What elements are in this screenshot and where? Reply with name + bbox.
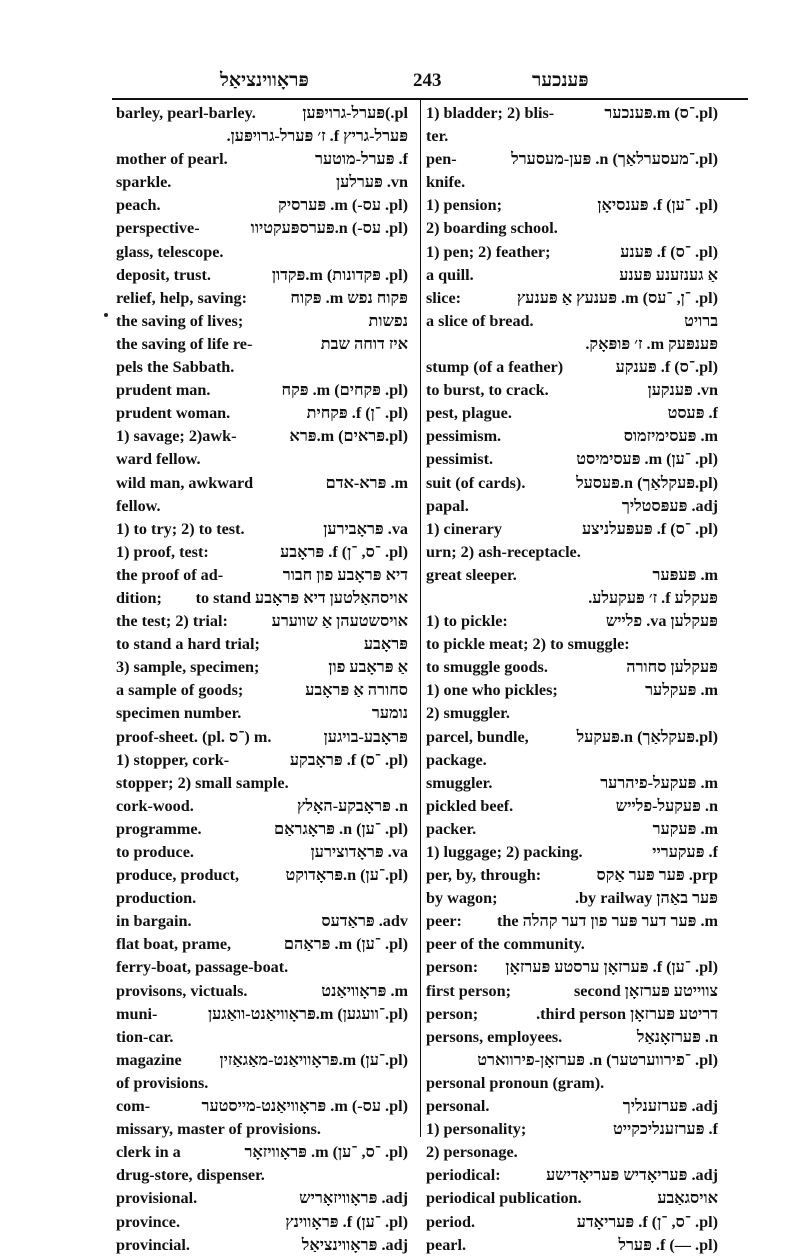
dictionary-line [426, 795, 718, 818]
english-gloss: specimen number. [116, 704, 242, 723]
dictionary-line [116, 1118, 408, 1141]
yiddish-headword: (pl. פּקחים) m. פּקח [281, 381, 408, 400]
dictionary-line [426, 379, 718, 402]
english-gloss: drug-store, dispenser. [116, 1166, 265, 1185]
dictionary-line [116, 1095, 408, 1118]
yiddish-headword: n. פּראָבקע-האָלץ [297, 796, 408, 815]
yiddish-headword: adj. פּעריאָדיש פּעריאָדישע [546, 1166, 718, 1185]
dictionary-line [426, 610, 718, 633]
yiddish-headword: (pl.־ס) f. פּענקע [615, 358, 718, 377]
yiddish-headword: פּעקלען va. פלייש [605, 612, 718, 631]
english-gloss: the proof of ad- [116, 565, 224, 584]
dictionary-line [426, 702, 718, 725]
yiddish-headword: (pl. ־ען) f. פּראָווינץ [285, 1212, 408, 1231]
dictionary-line [426, 425, 718, 448]
yiddish-headword: סחורה אַ פּראָבע [305, 681, 408, 700]
yiddish-headword: (pl. ־ס, ־ען) m. פּראָוויזאָר [244, 1143, 408, 1162]
yiddish-headword: דיא פּראָבע פון חבור [282, 565, 408, 584]
dictionary-line [426, 448, 718, 471]
yiddish-headword: פּראָבע [363, 635, 408, 654]
dictionary-line [116, 1049, 408, 1072]
dictionary-line [426, 495, 718, 518]
dictionary-line [426, 1211, 718, 1234]
yiddish-headword: m. פּער דער פּער פון דער קהלה the [497, 912, 718, 931]
english-gloss: a slice of bread. [426, 311, 534, 330]
yiddish-headword: (pl. ־ען) f. פּערזאָן ערסטע פּערזאָן [505, 958, 718, 977]
dictionary-line [426, 125, 718, 148]
yiddish-headword: f. פּערל-מוטער [315, 150, 408, 169]
yiddish-headword: n. פּערזאָנאַל [636, 1027, 718, 1046]
english-gloss: 1) savage; 2)awk- [116, 427, 237, 446]
english-gloss: to burst, to crack. [426, 381, 549, 400]
yiddish-headword: va. פּראָדוצירען [310, 843, 408, 861]
dictionary-line [116, 402, 408, 425]
english-gloss: 1) stopper, cork- [116, 750, 230, 769]
english-gloss: deposit, trust. [116, 265, 211, 284]
english-gloss: 3) sample, specimen; [116, 658, 260, 677]
dictionary-line [116, 472, 408, 495]
english-gloss: barley, pearl-barley. [116, 104, 256, 122]
yiddish-headword: אויסגאַבע [657, 1189, 718, 1208]
dictionary-line [426, 1049, 718, 1072]
yiddish-headword: (pl. פּקדונות) m.פּקדון [271, 265, 408, 284]
english-gloss: a quill. [426, 265, 474, 284]
yiddish-headword: m. פּעסימיזמוס [623, 427, 718, 446]
english-gloss: pessimist. [426, 450, 494, 469]
yiddish-headword: צווייטע פּערזאָן second [573, 981, 718, 1000]
english-gloss: mother of pearl. [116, 150, 228, 169]
dictionary-line [426, 726, 718, 749]
dictionary-line [116, 841, 408, 864]
yiddish-headword: (pl.פּראים) m.פּרא [289, 427, 408, 446]
dictionary-line [426, 1003, 718, 1026]
english-gloss: per, by, through: [426, 866, 542, 885]
dictionary-line [426, 1095, 718, 1118]
dictionary-line [426, 1072, 718, 1095]
english-gloss: the saving of life re- [116, 334, 253, 353]
dictionary-line [426, 472, 718, 495]
left-column [116, 102, 408, 1257]
english-gloss: clerk in a [116, 1143, 181, 1162]
dictionary-line [426, 587, 718, 610]
yiddish-headword: (pl. עס-) n.פּערספּעקטיוו [250, 219, 408, 238]
dictionary-line [116, 679, 408, 702]
yiddish-headword: (pl.פּעקלאַך) n.פּעקעל [576, 727, 718, 746]
dictionary-line [426, 241, 718, 264]
dictionary-line [116, 864, 408, 887]
yiddish-headword: pl.)פּערל-גרויפּען [302, 104, 408, 122]
dictionary-line [426, 980, 718, 1003]
dictionary-line [116, 541, 408, 564]
yiddish-headword: (pl.־וועגען) m.פּראָוויאַנט-וואַגען [207, 1004, 408, 1023]
dictionary-line [426, 356, 718, 379]
english-gloss: parcel, bundle, [426, 727, 529, 746]
english-gloss: wild man, awkward [116, 473, 254, 492]
english-gloss: production. [116, 889, 197, 908]
dictionary-line [116, 264, 408, 287]
english-gloss: pest, plague. [426, 404, 512, 423]
dictionary-line [426, 910, 718, 933]
english-gloss: com- [116, 1097, 151, 1116]
english-gloss: ward fellow. [116, 450, 201, 469]
dictionary-line [116, 1003, 408, 1026]
dictionary-line [116, 356, 408, 379]
yiddish-headword: (pl.פּעקלאַך) n.פּעסעל [576, 473, 718, 492]
right-running-head: פּענכער [532, 70, 589, 91]
english-gloss: 1) pen; 2) feather; [426, 242, 551, 261]
header-rule [112, 98, 748, 100]
english-gloss: peer of the community. [426, 935, 585, 954]
dictionary-line [116, 1164, 408, 1187]
english-gloss: packer. [426, 819, 477, 838]
english-gloss: person: [426, 958, 479, 977]
dictionary-line [116, 610, 408, 633]
english-gloss: pearl. [426, 1235, 467, 1254]
english-gloss: urn; 2) ash-receptacle. [426, 542, 581, 561]
dictionary-line [426, 1187, 718, 1210]
english-gloss: 1) pension; [426, 196, 503, 215]
english-gloss: dition; [116, 588, 162, 607]
dictionary-line [426, 287, 718, 310]
english-gloss: stump (of a feather) [426, 358, 564, 377]
dictionary-line [426, 1234, 718, 1257]
english-gloss: 1) luggage; 2) packing. [426, 843, 583, 861]
yiddish-headword: (pl. ־ען) m. פּעסימיסט [576, 450, 718, 469]
yiddish-headword: (pl. ־ס) f. פּעפּעלניצע [582, 519, 718, 538]
english-gloss: 1) to try; 2) to test. [116, 519, 245, 538]
dictionary-line [426, 956, 718, 979]
yiddish-headword: (pl. ־ס, ־ן) f. פּראָבע [280, 542, 408, 561]
yiddish-headword: פּראָבע-בויגען [323, 727, 408, 746]
dictionary-line [426, 564, 718, 587]
english-gloss: magazine [116, 1050, 182, 1069]
right-column [426, 102, 718, 1257]
english-gloss: 1) cinerary [426, 519, 502, 538]
yiddish-headword: אויסהאַלטען דיא פּראָבע to stand [195, 588, 408, 607]
yiddish-headword: (pl.־ען) m.פּראָוויאַנט-מאַגאַזין [219, 1050, 408, 1069]
yiddish-headword: (pl. ־פירווערטער) n. פּערזאָן-פירווארט [477, 1050, 718, 1069]
english-gloss: to produce. [116, 843, 194, 861]
dictionary-line [426, 1026, 718, 1049]
dictionary-line [426, 679, 718, 702]
yiddish-headword: (pl.־ען) n.פּראָדוקט [285, 866, 408, 885]
dictionary-line [116, 956, 408, 979]
left-running-head: פּראָווינציאַל [220, 70, 309, 91]
english-gloss: persons, employees. [426, 1027, 563, 1046]
yiddish-headword: (pl. עס-) m. פּראָוויאַנט-מייסטער [201, 1097, 408, 1116]
dictionary-line [116, 933, 408, 956]
english-gloss: in bargain. [116, 912, 192, 931]
dictionary-line [116, 726, 408, 749]
yiddish-headword: פּקוח נפש m. פּקוח [290, 288, 408, 307]
english-gloss: suit (of cards). [426, 473, 526, 492]
yiddish-headword: ברויט [684, 311, 718, 330]
english-gloss: person; [426, 1004, 479, 1023]
yiddish-headword: (pl.־ס) m.פּענכער [604, 104, 718, 122]
dictionary-line [116, 333, 408, 356]
dictionary-line [116, 425, 408, 448]
yiddish-headword: פּעקלען סחורה [626, 658, 718, 677]
dictionary-line [426, 310, 718, 333]
yiddish-headword: אַ פּראָבע פון [328, 658, 408, 677]
yiddish-headword: (pl. ־ען) m. פּראַהם [283, 935, 408, 954]
yiddish-headword: איז דוחה שבת [320, 334, 408, 353]
yiddish-headword: f. פּעסט [667, 404, 718, 423]
yiddish-headword: (pl. ־ס, ־ן) f. פּעריאָדע [576, 1212, 718, 1231]
english-gloss: cork-wood. [116, 796, 194, 815]
english-gloss: 1) personality; [426, 1120, 527, 1139]
english-gloss: proof-sheet. (pl. ־ס) m. [116, 727, 272, 746]
dictionary-line [116, 633, 408, 656]
dictionary-line [116, 702, 408, 725]
english-gloss: glass, telescope. [116, 242, 224, 261]
english-gloss: relief, help, saving: [116, 288, 247, 307]
dictionary-line [426, 148, 718, 171]
english-gloss: personal. [426, 1097, 490, 1116]
dictionary-line [426, 1164, 718, 1187]
yiddish-headword: פּער באַהן by railway. [575, 889, 718, 908]
dictionary-line [116, 980, 408, 1003]
english-gloss: to smuggle goods. [426, 658, 548, 677]
yiddish-headword: prp. פּער פּער אַקס [596, 866, 718, 885]
yiddish-headword: m. פּעקער [652, 819, 718, 838]
yiddish-headword: m. פּעקעל-פיהרער [600, 773, 718, 792]
column-divider [420, 99, 421, 1137]
english-gloss: the saving of lives; [116, 311, 244, 330]
dictionary-line [116, 287, 408, 310]
yiddish-headword: adj. פּעפּסטליך [621, 496, 718, 515]
dictionary-line [426, 841, 718, 864]
english-gloss: missary, master of provisions. [116, 1120, 321, 1139]
english-gloss: papal. [426, 496, 469, 515]
yiddish-headword: f. פּערזענליכקייט [613, 1120, 718, 1139]
yiddish-headword: m. פּרא-אדם [325, 473, 408, 492]
dictionary-line [426, 818, 718, 841]
dictionary-line [116, 1187, 408, 1210]
english-gloss: 1) one who pickles; [426, 681, 558, 700]
english-gloss: stopper; 2) small sample. [116, 773, 289, 792]
english-gloss: the test; 2) trial: [116, 612, 228, 631]
english-gloss: smuggler. [426, 773, 493, 792]
yiddish-headword: (pl. ־ס) f. פּענע [620, 242, 718, 261]
yiddish-headword: adj. פּראָוויזאָריש [299, 1189, 408, 1208]
english-gloss: periodical: [426, 1166, 501, 1185]
english-gloss: pels the Sabbath. [116, 358, 235, 377]
dictionary-line [426, 749, 718, 772]
dictionary-line [116, 587, 408, 610]
english-gloss: to stand a hard trial; [116, 635, 260, 654]
dictionary-line [116, 749, 408, 772]
english-gloss: a sample of goods; [116, 681, 244, 700]
dictionary-line [426, 864, 718, 887]
dictionary-line [426, 402, 718, 425]
english-gloss: pen- [426, 150, 457, 169]
dictionary-line [426, 772, 718, 795]
dictionary-line [116, 1211, 408, 1234]
yiddish-headword: adj. פּערזענליך [622, 1097, 718, 1116]
yiddish-headword: adj. פּראָווינציאַל [301, 1235, 408, 1254]
english-gloss: prudent man. [116, 381, 211, 400]
english-gloss: muni- [116, 1004, 158, 1023]
dictionary-line [426, 887, 718, 910]
dictionary-line [426, 518, 718, 541]
english-gloss: 2) personage. [426, 1143, 518, 1162]
dictionary-line [426, 194, 718, 217]
english-gloss: personal pronoun (gram). [426, 1073, 605, 1092]
english-gloss: 1) proof, test: [116, 542, 209, 561]
english-gloss: to pickle meat; 2) to smuggle: [426, 635, 630, 654]
english-gloss: produce, product, [116, 866, 240, 885]
dictionary-line [116, 448, 408, 471]
english-gloss: 1) to pickle: [426, 612, 508, 631]
english-gloss: province. [116, 1212, 180, 1231]
english-gloss: first person; [426, 981, 511, 1000]
dictionary-line [426, 1141, 718, 1164]
dictionary-line [116, 495, 408, 518]
yiddish-headword: m. פּעפּער [652, 565, 718, 584]
dictionary-line [116, 102, 408, 125]
english-gloss: provisons, victuals. [116, 981, 248, 1000]
dictionary-line [116, 310, 408, 333]
english-gloss: tion-car. [116, 1027, 174, 1046]
dictionary-line [426, 264, 718, 287]
english-gloss: programme. [116, 819, 202, 838]
english-gloss: knife. [426, 173, 466, 192]
yiddish-headword: adv. פּראַדעס [321, 912, 408, 931]
yiddish-headword: פּעקלע f. ז׳ פּעקעלע. [588, 588, 718, 607]
english-gloss: prudent woman. [116, 404, 231, 423]
english-gloss: provincial. [116, 1235, 190, 1254]
dictionary-line [426, 171, 718, 194]
dictionary-line [116, 564, 408, 587]
yiddish-headword: f. פּעקעריי [652, 843, 718, 861]
yiddish-headword: פּענפּעק m. ז׳ פּופּאָק. [585, 334, 718, 353]
english-gloss: 2) boarding school. [426, 219, 558, 238]
dictionary-line [426, 333, 718, 356]
yiddish-headword: n. פּעקעל-פלייש [615, 796, 718, 815]
yiddish-headword: אויסשטעהן אַ שווערע [271, 612, 408, 631]
dictionary-line [426, 633, 718, 656]
yiddish-headword: va. פּראָבירען [323, 519, 408, 538]
yiddish-headword: אַ גענזענע פּענע [619, 265, 718, 284]
yiddish-headword: (pl. ־ען) f. פּענסיאָן [597, 196, 718, 215]
dictionary-line [116, 772, 408, 795]
yiddish-headword: (pl. ־ן) f. פּקחית [306, 404, 408, 423]
english-gloss: 2) smuggler. [426, 704, 510, 723]
yiddish-headword: פּערל-גריץ f. ז׳ פּערל-גרויפּען. [226, 127, 408, 146]
english-gloss: fellow. [116, 496, 161, 515]
dictionary-line [116, 518, 408, 541]
dictionary-line [116, 171, 408, 194]
dictionary-line [426, 656, 718, 679]
dictionary-line [116, 241, 408, 264]
dictionary-line [116, 1141, 408, 1164]
yiddish-headword: (pl.־מעסערלאַך) n. פּען-מעסערל [511, 150, 718, 169]
english-gloss: pessimism. [426, 427, 502, 446]
dictionary-line [116, 818, 408, 841]
dictionary-line [426, 102, 718, 125]
english-gloss: ferry-boat, passage-boat. [116, 958, 289, 977]
english-gloss: slice: [426, 288, 462, 307]
page-number: 243 [413, 70, 442, 91]
yiddish-headword: vn. פּענקען [647, 381, 718, 400]
english-gloss: pickled beef. [426, 796, 514, 815]
margin-mark [104, 313, 108, 317]
dictionary-line [116, 1234, 408, 1257]
yiddish-headword: (pl. עס-) m. פּערסיק [278, 196, 408, 215]
yiddish-headword: נפשות [368, 311, 408, 330]
english-gloss: of provisions. [116, 1073, 209, 1092]
english-gloss: package. [426, 750, 487, 769]
english-gloss: period. [426, 1212, 476, 1231]
english-gloss: ter. [426, 127, 449, 146]
yiddish-headword: m. פּעקלער [645, 681, 718, 700]
english-gloss: peach. [116, 196, 161, 215]
dictionary-line [116, 887, 408, 910]
english-gloss: sparkle. [116, 173, 172, 192]
dictionary-line [116, 125, 408, 148]
yiddish-headword: vn. פּערלען [336, 173, 408, 192]
dictionary-line [116, 148, 408, 171]
yiddish-headword: דריטע פּערזאָן third person. [536, 1004, 718, 1023]
dictionary-line [116, 1072, 408, 1095]
dictionary-line [426, 541, 718, 564]
dictionary-line [116, 656, 408, 679]
dictionary-line [426, 1118, 718, 1141]
yiddish-headword: (pl. —) f. פּערל [618, 1235, 718, 1254]
yiddish-headword: m. פּראָוויאַנט [321, 981, 408, 1000]
dictionary-line [116, 1026, 408, 1049]
english-gloss: periodical publication. [426, 1189, 582, 1208]
running-header [112, 66, 747, 96]
english-gloss: flat boat, prame, [116, 935, 232, 954]
yiddish-headword: (pl. ־ען) n. פּראָגראַם [274, 819, 408, 838]
yiddish-headword: נומער [371, 704, 408, 723]
english-gloss: provisional. [116, 1189, 198, 1208]
yiddish-headword: (pl. ־ן, ־עס) m. פּענעץ אַ פּענעץ [516, 288, 718, 307]
english-gloss: perspective- [116, 219, 200, 238]
english-gloss: 1) bladder; 2) blis- [426, 104, 555, 122]
english-gloss: by wagon; [426, 889, 498, 908]
dictionary-line [426, 217, 718, 240]
dictionary-line [116, 217, 408, 240]
dictionary-line [116, 379, 408, 402]
dictionary-line [116, 795, 408, 818]
yiddish-headword: (pl. ־ס) f. פּראָבקע [289, 750, 408, 769]
dictionary-line [426, 933, 718, 956]
english-gloss: great sleeper. [426, 565, 517, 584]
dictionary-line [116, 194, 408, 217]
dictionary-line [116, 910, 408, 933]
english-gloss: peer: [426, 912, 462, 931]
